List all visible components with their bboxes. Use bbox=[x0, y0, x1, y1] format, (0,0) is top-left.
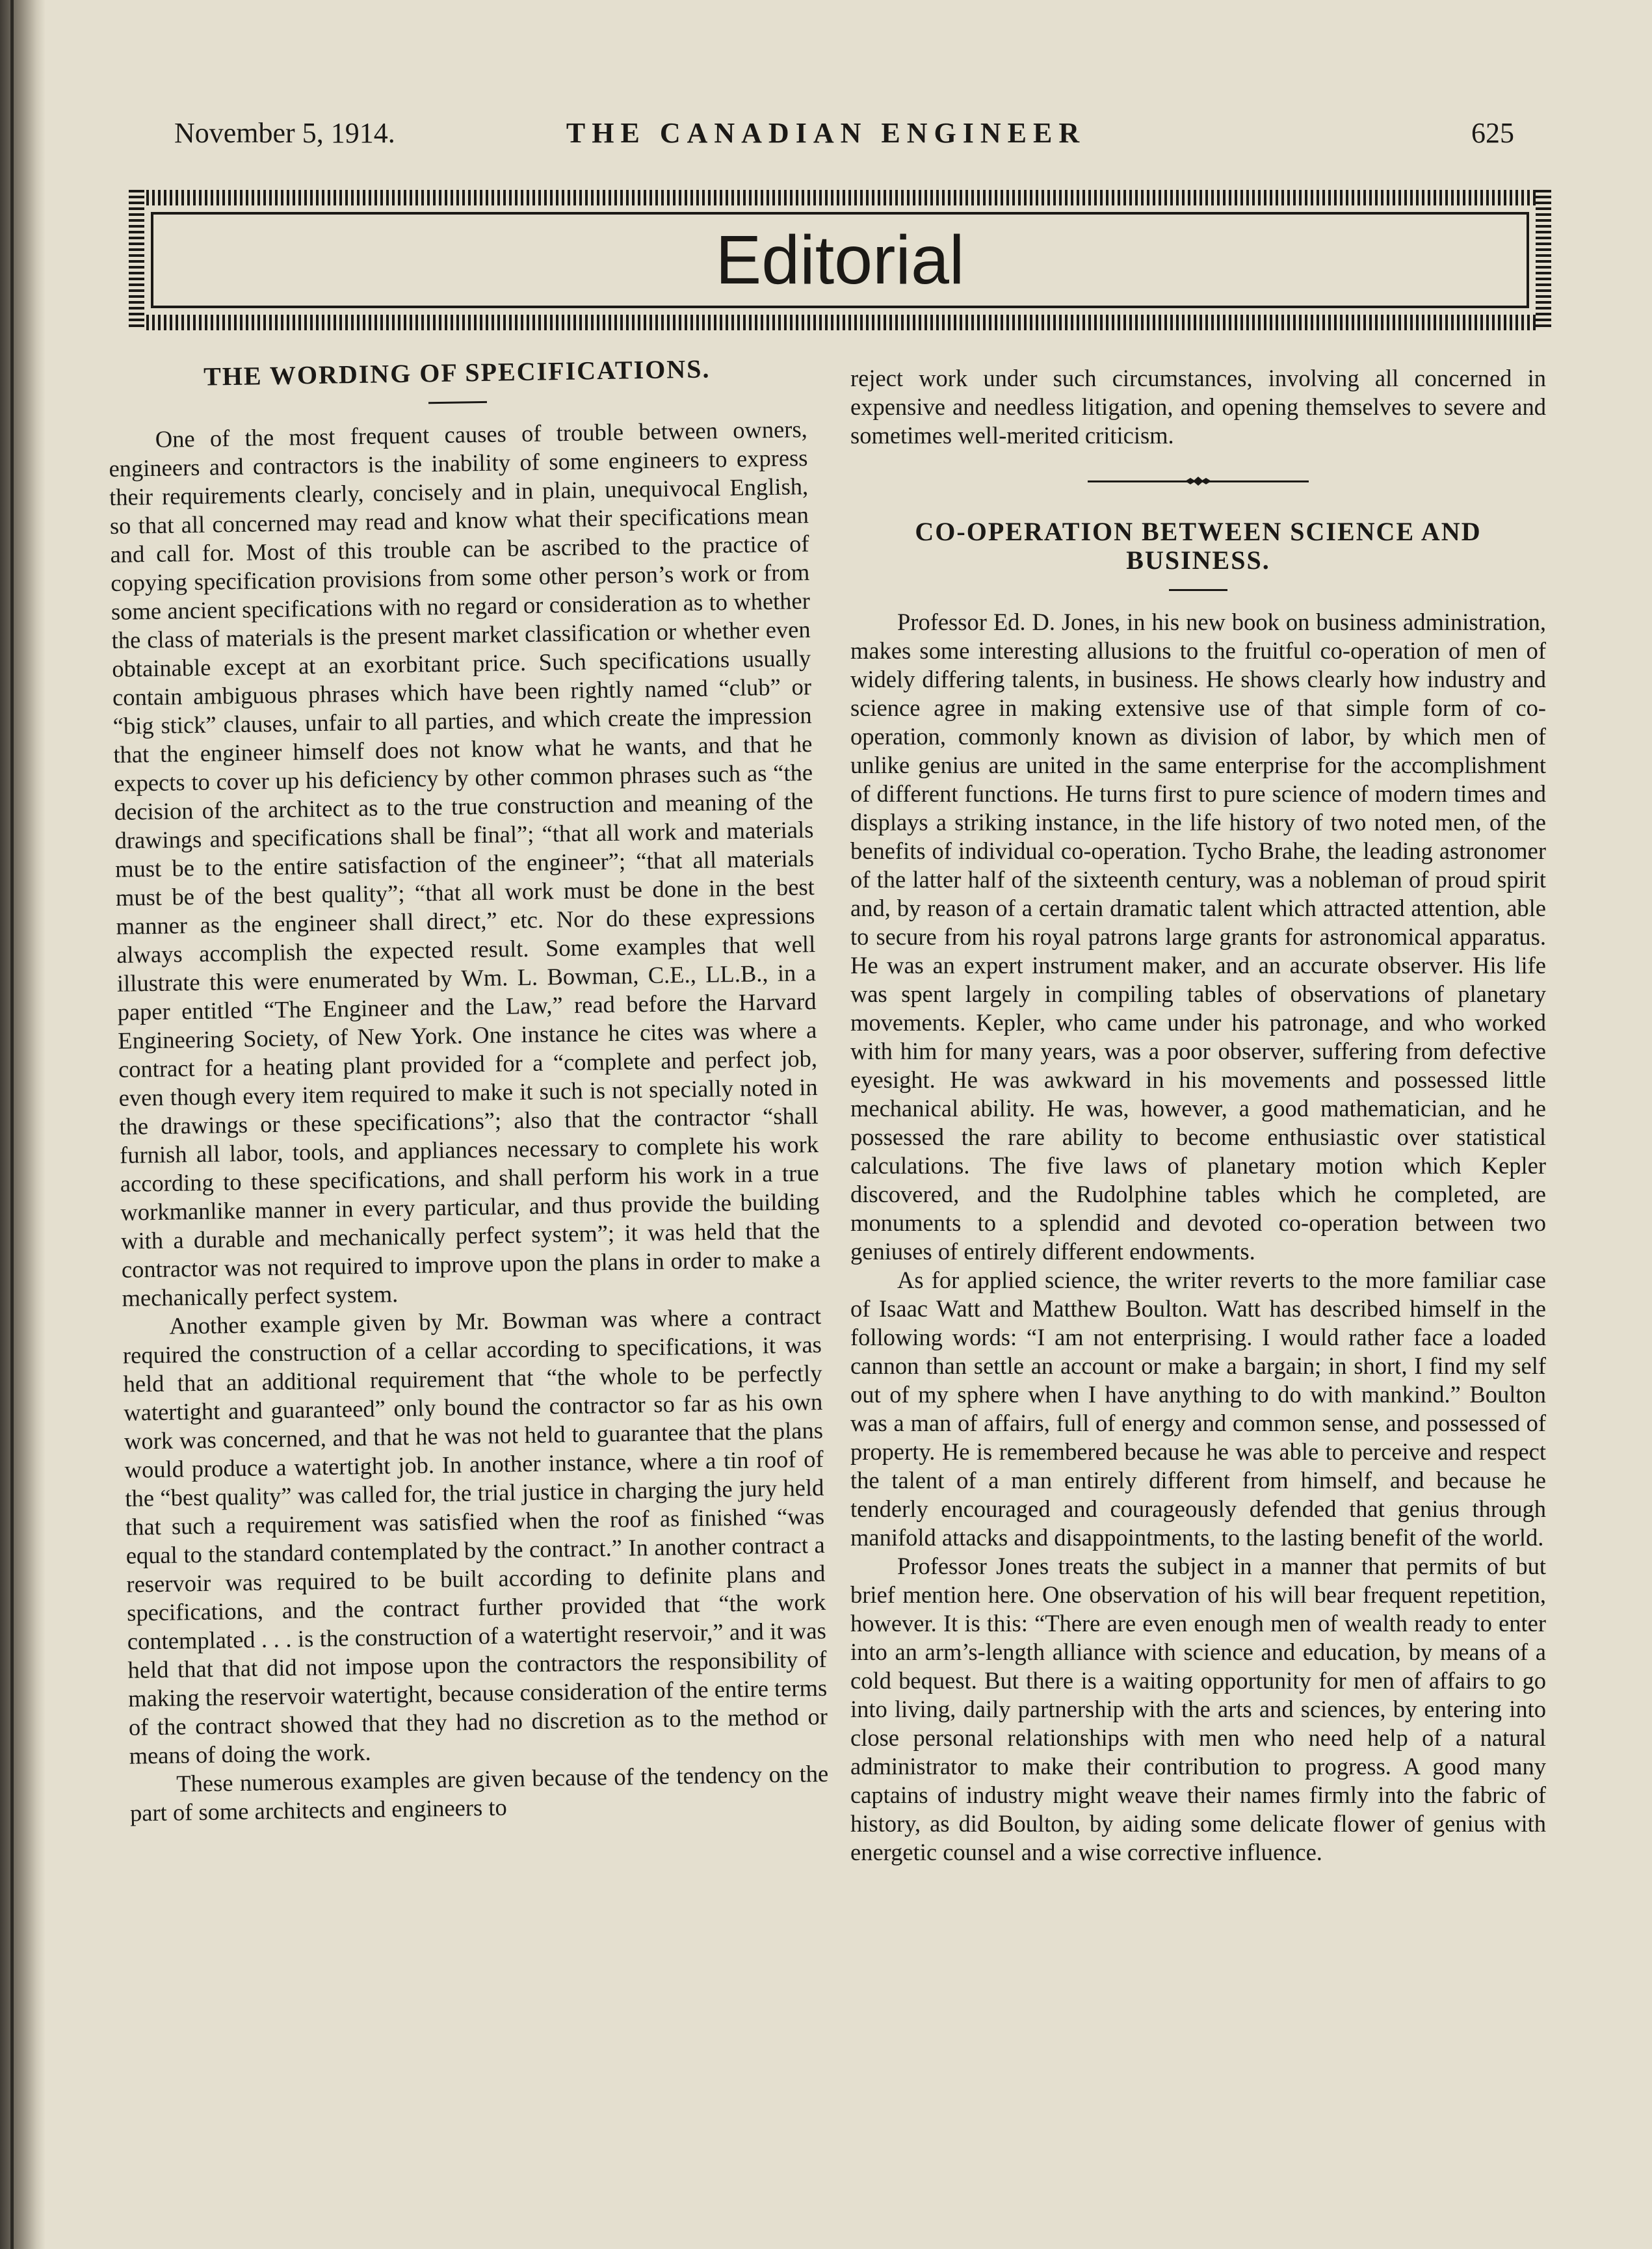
page-gutter-shadow bbox=[0, 0, 46, 2249]
article-body-specifications bbox=[108, 415, 829, 1828]
section-divider bbox=[1088, 468, 1309, 494]
paragraph: Professor Jones treats the subject in a manner that permits of but brief mention here. One observation of his will bear frequent repetition, however. It is this: “There are even enough men of wealth ready to enter into an arm’s-length alliance with science and education, by means of a cold bequest. But there is a waiting opportunity for men of affairs to go into living, daily partnership with the arts and sciences, by entering into close personal relationships with men who need help of a natural administrator to make their contribution to progress. A good many captains of industry might weave their names firmly into the fabric of history, as did Boulton, by aiding some delicate flower of genius with energetic counsel and a wise corrective influence. bbox=[850, 1553, 1546, 1865]
paragraph: As for applied science, the writer reverts to the more familiar case of Isaac Watt and Matthew Boulton. Watt has described himself in the following words: “I am not enterprising. I would rather face a loaded cannon than settle an account or make a bargain; in short, I find my self out of my sphere when I have anything to do with mankind.” Boulton was a man of affairs, full of energy and common sense, and possessed of property. He is remembered because he was able to perceive and respect the talent of a man entirely different from himself, and because he tenderly encouraged and courageously defended that genius through manifold attacks and disappointments, to the lasting benefit of the world. bbox=[850, 1267, 1546, 1551]
issue-date: November 5, 1914. bbox=[174, 117, 395, 149]
paragraph: These numerous examples are given because of the tendency on the part of some architects and engineers to bbox=[129, 1759, 829, 1826]
article-body-cooperation bbox=[850, 608, 1546, 1867]
article-title-specifications: THE WORDING OF SPECIFICATIONS. bbox=[203, 354, 711, 391]
article-continuation bbox=[850, 364, 1546, 450]
paragraph-continued: reject work under such circumstances, involving all concerned in expensive and needless litigation, and opening themselves to severe and sometimes well-merited criticism. bbox=[850, 365, 1546, 449]
journal-title: THE CANADIAN ENGINEER bbox=[566, 117, 1086, 149]
right-column bbox=[850, 364, 1546, 2172]
title-rule bbox=[428, 401, 486, 404]
section-title: Editorial bbox=[715, 222, 965, 298]
paragraph: Professor Ed. D. Jones, in his new book on business administration, makes some interesting allusions to the fruitful co-operation of men of widely differing talents, in business. He shows clearly how industry and science agree in making extensive use of that simple form of co-operation, commonly known as division of labor, by which men of unlike genius are united in the same enterprise for the accomplishment of different functions. He turns first to pure science of modern times and displays a striking instance, in the life history of two noted men, of the benefits of individual co-operation. Tycho Brahe, the leading astronomer of the latter half of the sixteenth century, was a nobleman of proud spirit and, by reason of a certain dramatic talent which attracted attention, able to secure from his royal patrons large grants for astronomical apparatus. He was an expert instrument maker, and an accurate observer. His life was spent largely in compiling tables of observations of planetary movements. Kepler, who came under his patronage, and who worked with him for many years, was a poor observer, suffering from defective eyesight. He was awkward in his movements and possessed little mechanical ability. He was, however, a good mathematician, and he possessed the rare ability to become enthusiastic over statistical calculations. The five laws of planetary motion which Kepler discovered, and the Rudolphine tables which he completed, are monuments to a splendid and devoted co-operation between two geniuses of entirely different endowments. bbox=[850, 609, 1546, 1265]
binding-edge bbox=[10, 0, 14, 2249]
paragraph: One of the most frequent causes of trouble between owners, engineers and contractors is the inability of some engineers to express their requirements clearly, concisely and in plain, unequivocal English, so that all concerned may read and know what their specifications mean and call for. Most of this trouble can be ascribed to the practice of copying specification provisions from some other person’s work or from some ancient specifications with no regard or consideration as to whether the class of materials is the present market classification or whether even obtainable except at an exorbitant price. Such specifications usually contain ambiguous phrases which have been rightly named “club” or “big stick” clauses, unfair to all parties, and which create the impression that the engineer himself does not know what he wants, and that he expects to cover up his deficiency by other common phrases such as “the decision of the architect as to the true construction and meaning of the drawings and specifications shall be final”; “that all work and materials must be to the entire satisfaction of the engineer”; “that all materials must be of the best quality”; “that all work must be done in the best manner as the engineer shall direct,” etc. Nor do these expressions always accomplish the expected result. Some examples that well illustrate this were enumerated by Wm. L. Bowman, C.E., LL.B., in a paper entitled “The Engineer and the Law,” read before the Harvard Engineering Society, of New York. One instance he cites was where a contract for a heating plant provided for a “complete and perfect job, even though every item required to make it such is not specially noted in the drawings or these specifications”; also that the contractor “shall furnish all labor, tools, and appliances necessary to complete his work according to these specifications, and shall perform his work in a true workmanlike manner in every particular, and thus provide the building with a durable and mechanically perfect system”; it was held that the contractor was not required to improve upon the plans in order to make a mechanically perfect system. bbox=[109, 415, 821, 1311]
article-title-cooperation: CO-OPERATION BETWEEN SCIENCE AND BUSINESS. bbox=[915, 517, 1482, 575]
paragraph: Another example given by Mr. Bowman was where a contract required the construction of a cellar according to specifications, it was held that an additional requirement that “the whole to be perfectly watertight and guaranteed” only bound the contractor so far as his own work was concerned, and that he was not held to guarantee that the plans would produce a watertight job. In another instance, where a tin roof of the “best quality” was called for, the trial justice in charging the jury held that such a requirement was satisfied when the roof as finished “was equal to the standard contemplated by the contract.” In another contract a reservoir was required to be built according to definite plans and specifications, and the contract further provided that “the work contemplated . . . is the construction of a watertight reservoir,” and it was held that that did not impose upon the contractors the responsibility of making the reservoir watertight, because consideration of the entire terms of the contract showed that they had no discretion as to the method or means of doing the work. bbox=[122, 1302, 828, 1769]
running-head bbox=[0, 111, 1652, 156]
left-column bbox=[107, 353, 835, 2198]
page-number: 625 bbox=[1471, 117, 1514, 149]
editorial-banner bbox=[129, 190, 1551, 330]
divider-ornament-icon bbox=[1185, 475, 1211, 488]
title-rule bbox=[1169, 589, 1227, 591]
